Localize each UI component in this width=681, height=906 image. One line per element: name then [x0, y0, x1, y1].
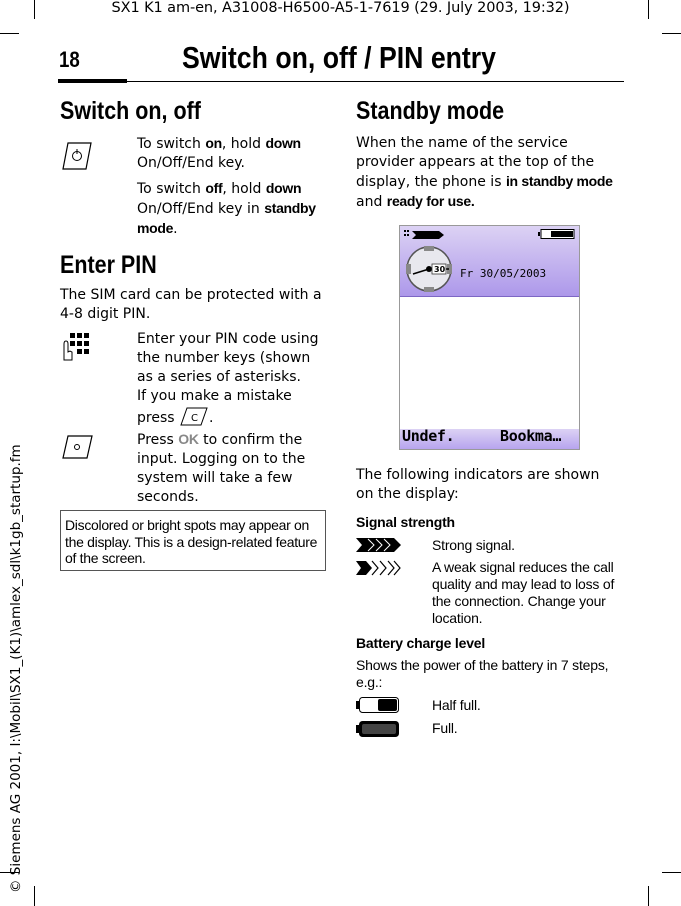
- softkey-right: Bookma…: [500, 427, 562, 445]
- standby-text: When the name of the service provider appears at the top of the display, the phone is in standby mode and ready for use.: [356, 135, 613, 210]
- phone-display: [399, 225, 580, 450]
- side-file-path: © Siemens AG 2001, I:\Mobil\SX1_(K1)\amlex_sdl\k1gb_startup.fm: [8, 444, 24, 893]
- page-number-bar: [58, 79, 127, 83]
- heading-switch-on-off: Switch on, off: [60, 97, 201, 125]
- battery-full-icon: [356, 720, 400, 738]
- note-box: Discolored or bright spots may appear on the display. This is a design-related feature of the screen.: [60, 510, 326, 571]
- battery-full-text: Full.: [432, 720, 458, 736]
- softkey-left: Undef.: [402, 427, 455, 445]
- battery-half-icon: [356, 696, 400, 714]
- svg-text:C: C: [191, 413, 198, 424]
- heading-signal-strength: Signal strength: [356, 514, 455, 530]
- document-meta: SX1 K1 am-en, A31008-H6500-A5-1-7619 (29. July 2003, 19:32): [111, 0, 570, 16]
- heading-enter-pin: Enter PIN: [60, 251, 157, 279]
- crop-mark: [648, 886, 649, 906]
- display-date: Fr 30/05/2003: [460, 267, 547, 280]
- header-rule: [58, 81, 624, 82]
- battery-icon: [538, 229, 576, 239]
- enter-pin-step-1: Enter your PIN code using the number keys (shown as a series of asterisks. If you make a mistake press C .: [137, 331, 319, 426]
- analog-clock-icon: [404, 244, 456, 294]
- strong-signal-text: Strong signal.: [432, 537, 515, 553]
- heading-battery-charge: Battery charge level: [356, 635, 486, 651]
- on-off-key-icon: [60, 140, 94, 172]
- keypad-icon: [60, 332, 90, 364]
- heading-standby-mode: Standby mode: [356, 97, 505, 125]
- ok-key-icon: [60, 433, 94, 461]
- crop-mark: [662, 33, 681, 34]
- indicators-intro: The following indicators are shown on the display:: [356, 467, 600, 502]
- battery-description: Shows the power of the battery in 7 steps, e.g.:: [356, 657, 609, 690]
- switch-on-off-text: To switch on, hold down On/Off/End key. To switch off, hold down On/Off/End key in standby mode.: [137, 135, 316, 237]
- clear-key-icon: [179, 406, 209, 426]
- battery-half-text: Half full.: [432, 697, 481, 713]
- enter-pin-step-2: Press OK to confirm the input. Logging on to the system will take a few seconds.: [137, 431, 306, 505]
- strong-signal-icon: [356, 537, 402, 553]
- clock-day: 30: [434, 265, 446, 274]
- crop-mark: [0, 33, 19, 34]
- ok-label: OK: [178, 431, 199, 447]
- page-title: Switch on, off / PIN entry: [182, 40, 497, 75]
- enter-pin-intro: The SIM card can be protected with a 4-8 digit PIN.: [60, 287, 322, 322]
- crop-mark: [34, 886, 35, 906]
- weak-signal-text: A weak signal reduces the call quality and may lead to loss of the connection. Change your location.: [432, 559, 615, 626]
- page-number: 18: [59, 47, 80, 72]
- signal-strength-icon: [404, 229, 446, 241]
- weak-signal-icon: [356, 560, 402, 576]
- crop-mark: [662, 872, 681, 873]
